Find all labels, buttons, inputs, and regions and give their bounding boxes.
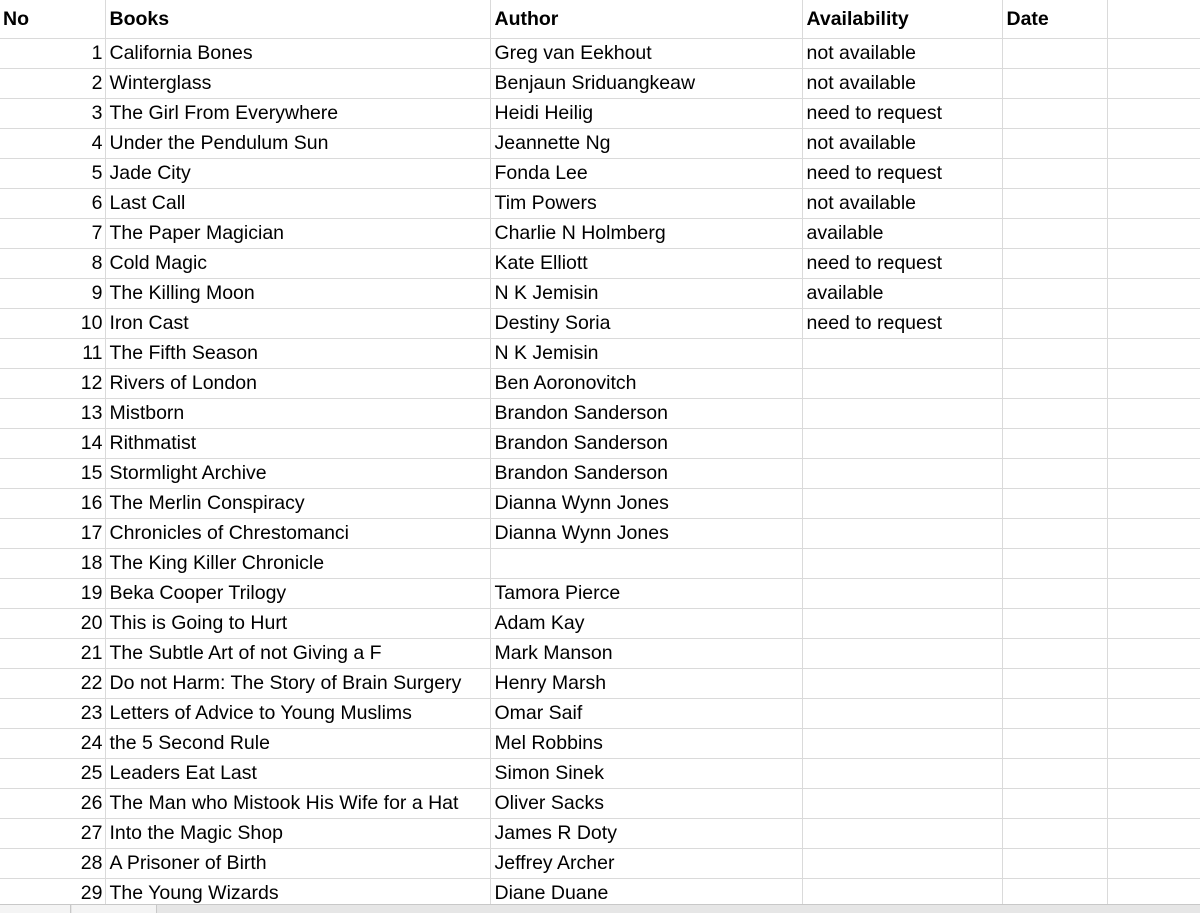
- cell-author[interactable]: Brandon Sanderson: [490, 399, 802, 429]
- cell-date[interactable]: [1002, 369, 1107, 399]
- cell-book[interactable]: Under the Pendulum Sun: [105, 129, 490, 159]
- cell-empty[interactable]: [1107, 759, 1200, 789]
- cell-book[interactable]: The Fifth Season: [105, 339, 490, 369]
- cell-availability[interactable]: need to request: [802, 99, 1002, 129]
- cell-no[interactable]: 25: [0, 759, 105, 789]
- cell-author[interactable]: Benjaun Sriduangkeaw: [490, 69, 802, 99]
- table-row: [0, 309, 1200, 339]
- cell-no[interactable]: 3: [0, 99, 105, 129]
- cell-no[interactable]: 20: [0, 609, 105, 639]
- cell-no[interactable]: 8: [0, 249, 105, 279]
- cell-book[interactable]: Leaders Eat Last: [105, 759, 490, 789]
- cell-no[interactable]: 12: [0, 369, 105, 399]
- cell-availability[interactable]: [802, 609, 1002, 639]
- cell-author[interactable]: Fonda Lee: [490, 159, 802, 189]
- cell-date[interactable]: [1002, 489, 1107, 519]
- cell-availability[interactable]: need to request: [802, 249, 1002, 279]
- cell-no[interactable]: 16: [0, 489, 105, 519]
- header-availability[interactable]: Availability: [802, 0, 1002, 39]
- cell-availability[interactable]: [802, 339, 1002, 369]
- cell-empty[interactable]: [1107, 489, 1200, 519]
- cell-date[interactable]: [1002, 129, 1107, 159]
- cell-author[interactable]: Henry Marsh: [490, 669, 802, 699]
- cell-author[interactable]: N K Jemisin: [490, 339, 802, 369]
- cell-availability[interactable]: [802, 369, 1002, 399]
- header-books[interactable]: Books: [105, 0, 490, 39]
- cell-book[interactable]: Last Call: [105, 189, 490, 219]
- cell-book[interactable]: Iron Cast: [105, 309, 490, 339]
- cell-no[interactable]: 22: [0, 669, 105, 699]
- cell-availability[interactable]: [802, 759, 1002, 789]
- cell-date[interactable]: [1002, 219, 1107, 249]
- cell-empty[interactable]: [1107, 39, 1200, 69]
- cell-book[interactable]: Cold Magic: [105, 249, 490, 279]
- cell-book[interactable]: Rithmatist: [105, 429, 490, 459]
- table-row: [0, 39, 1200, 69]
- cell-no[interactable]: 5: [0, 159, 105, 189]
- cell-no[interactable]: 26: [0, 789, 105, 819]
- cell-availability[interactable]: available: [802, 219, 1002, 249]
- cell-no[interactable]: 23: [0, 699, 105, 729]
- cell-availability[interactable]: not available: [802, 189, 1002, 219]
- cell-empty[interactable]: [1107, 159, 1200, 189]
- cell-availability[interactable]: [802, 669, 1002, 699]
- cell-empty[interactable]: [1107, 69, 1200, 99]
- cell-availability[interactable]: not available: [802, 69, 1002, 99]
- cell-book[interactable]: Chronicles of Chrestomanci: [105, 519, 490, 549]
- cell-empty[interactable]: [1107, 309, 1200, 339]
- cell-book[interactable]: This is Going to Hurt: [105, 609, 490, 639]
- header-empty-cell[interactable]: [1107, 0, 1200, 39]
- cell-empty[interactable]: [1107, 249, 1200, 279]
- cell-availability[interactable]: [802, 519, 1002, 549]
- table-row: [0, 69, 1200, 99]
- cell-date[interactable]: [1002, 819, 1107, 849]
- cell-date[interactable]: [1002, 99, 1107, 129]
- table-row: [0, 219, 1200, 249]
- cell-date[interactable]: [1002, 849, 1107, 879]
- cell-no[interactable]: 18: [0, 549, 105, 579]
- cell-date[interactable]: [1002, 759, 1107, 789]
- cell-no[interactable]: 28: [0, 849, 105, 879]
- cell-book[interactable]: Jade City: [105, 159, 490, 189]
- cell-no[interactable]: 7: [0, 219, 105, 249]
- cell-book[interactable]: The Merlin Conspiracy: [105, 489, 490, 519]
- cell-empty[interactable]: [1107, 669, 1200, 699]
- cell-book[interactable]: Beka Cooper Trilogy: [105, 579, 490, 609]
- cell-author[interactable]: Tim Powers: [490, 189, 802, 219]
- table-row: [0, 489, 1200, 519]
- cell-author[interactable]: Brandon Sanderson: [490, 459, 802, 489]
- cell-availability[interactable]: [802, 729, 1002, 759]
- cell-book[interactable]: The Subtle Art of not Giving a F: [105, 639, 490, 669]
- cell-author[interactable]: Oliver Sacks: [490, 789, 802, 819]
- table-row: [0, 459, 1200, 489]
- table-row: [0, 369, 1200, 399]
- cell-empty[interactable]: [1107, 99, 1200, 129]
- header-row: [0, 0, 1200, 39]
- cell-availability[interactable]: [802, 429, 1002, 459]
- table-row: [0, 729, 1200, 759]
- cell-book[interactable]: Do not Harm: The Story of Brain Surgery: [105, 669, 490, 699]
- cell-author[interactable]: Dianna Wynn Jones: [490, 519, 802, 549]
- cell-empty[interactable]: [1107, 279, 1200, 309]
- cell-empty[interactable]: [1107, 519, 1200, 549]
- cell-date[interactable]: [1002, 579, 1107, 609]
- table-row: [0, 579, 1200, 609]
- cell-book[interactable]: California Bones: [105, 39, 490, 69]
- header-author[interactable]: Author: [490, 0, 802, 39]
- cell-availability[interactable]: not available: [802, 129, 1002, 159]
- cell-empty[interactable]: [1107, 549, 1200, 579]
- table-row: [0, 639, 1200, 669]
- cell-availability[interactable]: [802, 819, 1002, 849]
- cell-date[interactable]: [1002, 459, 1107, 489]
- cell-empty[interactable]: [1107, 399, 1200, 429]
- cell-availability[interactable]: [802, 489, 1002, 519]
- cell-empty[interactable]: [1107, 849, 1200, 879]
- cell-author[interactable]: Greg van Eekhout: [490, 39, 802, 69]
- table-row: [0, 339, 1200, 369]
- table-row: [0, 249, 1200, 279]
- table-row: [0, 189, 1200, 219]
- table-row: [0, 279, 1200, 309]
- cell-date[interactable]: [1002, 339, 1107, 369]
- cell-author[interactable]: Ben Aoronovitch: [490, 369, 802, 399]
- cell-date[interactable]: [1002, 399, 1107, 429]
- table-row: [0, 99, 1200, 129]
- cell-book[interactable]: The Young Wizards: [105, 879, 490, 909]
- cell-author[interactable]: Kate Elliott: [490, 249, 802, 279]
- table-row: [0, 159, 1200, 189]
- cell-availability[interactable]: need to request: [802, 309, 1002, 339]
- cell-no[interactable]: 9: [0, 279, 105, 309]
- cell-date[interactable]: [1002, 249, 1107, 279]
- cell-date[interactable]: [1002, 789, 1107, 819]
- cell-author[interactable]: Diane Duane: [490, 879, 802, 909]
- cell-availability[interactable]: [802, 459, 1002, 489]
- cell-empty[interactable]: [1107, 789, 1200, 819]
- cell-author[interactable]: James R Doty: [490, 819, 802, 849]
- cell-empty[interactable]: [1107, 699, 1200, 729]
- header-no[interactable]: No: [0, 0, 105, 39]
- cell-author[interactable]: Jeffrey Archer: [490, 849, 802, 879]
- cell-author[interactable]: Brandon Sanderson: [490, 429, 802, 459]
- cell-author[interactable]: Omar Saif: [490, 699, 802, 729]
- table-row: [0, 849, 1200, 879]
- cell-empty[interactable]: [1107, 579, 1200, 609]
- cell-author[interactable]: Mark Manson: [490, 639, 802, 669]
- cell-empty[interactable]: [1107, 129, 1200, 159]
- cell-author[interactable]: Heidi Heilig: [490, 99, 802, 129]
- table-row: [0, 759, 1200, 789]
- cell-date[interactable]: [1002, 669, 1107, 699]
- cell-book[interactable]: Winterglass: [105, 69, 490, 99]
- cell-empty[interactable]: [1107, 219, 1200, 249]
- cell-author[interactable]: Simon Sinek: [490, 759, 802, 789]
- cell-date[interactable]: [1002, 39, 1107, 69]
- cell-availability[interactable]: [802, 699, 1002, 729]
- table-row: [0, 669, 1200, 699]
- cell-empty[interactable]: [1107, 639, 1200, 669]
- cell-availability[interactable]: [802, 849, 1002, 879]
- cell-no[interactable]: 11: [0, 339, 105, 369]
- cell-author[interactable]: Tamora Pierce: [490, 579, 802, 609]
- cell-book[interactable]: Mistborn: [105, 399, 490, 429]
- cell-book[interactable]: The Girl From Everywhere: [105, 99, 490, 129]
- cell-empty[interactable]: [1107, 339, 1200, 369]
- cell-no[interactable]: 21: [0, 639, 105, 669]
- cell-no[interactable]: 14: [0, 429, 105, 459]
- cell-date[interactable]: [1002, 279, 1107, 309]
- cell-availability[interactable]: [802, 789, 1002, 819]
- cell-book[interactable]: The King Killer Chronicle: [105, 549, 490, 579]
- cell-empty[interactable]: [1107, 819, 1200, 849]
- cell-book[interactable]: Stormlight Archive: [105, 459, 490, 489]
- cell-availability[interactable]: [802, 579, 1002, 609]
- cell-date[interactable]: [1002, 69, 1107, 99]
- cell-date[interactable]: [1002, 609, 1107, 639]
- cell-author[interactable]: N K Jemisin: [490, 279, 802, 309]
- cell-no[interactable]: 6: [0, 189, 105, 219]
- cell-author[interactable]: Mel Robbins: [490, 729, 802, 759]
- cell-empty[interactable]: [1107, 429, 1200, 459]
- cell-empty[interactable]: [1107, 369, 1200, 399]
- cell-no[interactable]: 1: [0, 39, 105, 69]
- cell-no[interactable]: 29: [0, 879, 105, 909]
- cell-author[interactable]: Dianna Wynn Jones: [490, 489, 802, 519]
- cell-availability[interactable]: need to request: [802, 159, 1002, 189]
- cell-book[interactable]: The Paper Magician: [105, 219, 490, 249]
- cell-date[interactable]: [1002, 429, 1107, 459]
- table-row: [0, 699, 1200, 729]
- cell-date[interactable]: [1002, 309, 1107, 339]
- cell-date[interactable]: [1002, 549, 1107, 579]
- table-row: [0, 549, 1200, 579]
- cell-availability[interactable]: [802, 639, 1002, 669]
- table-row: [0, 519, 1200, 549]
- cell-no[interactable]: 15: [0, 459, 105, 489]
- table-row: [0, 609, 1200, 639]
- cell-empty[interactable]: [1107, 729, 1200, 759]
- cell-author[interactable]: Destiny Soria: [490, 309, 802, 339]
- cell-book[interactable]: A Prisoner of Birth: [105, 849, 490, 879]
- cell-book[interactable]: The Killing Moon: [105, 279, 490, 309]
- cell-author[interactable]: Jeannette Ng: [490, 129, 802, 159]
- table-row: [0, 399, 1200, 429]
- cell-no[interactable]: 17: [0, 519, 105, 549]
- cell-empty[interactable]: [1107, 609, 1200, 639]
- cell-date[interactable]: [1002, 189, 1107, 219]
- cell-date[interactable]: [1002, 699, 1107, 729]
- table-row: [0, 789, 1200, 819]
- cell-date[interactable]: [1002, 519, 1107, 549]
- cell-no[interactable]: 4: [0, 129, 105, 159]
- cell-no[interactable]: 10: [0, 309, 105, 339]
- cell-author[interactable]: Charlie N Holmberg: [490, 219, 802, 249]
- header-date[interactable]: Date: [1002, 0, 1107, 39]
- cell-availability[interactable]: not available: [802, 39, 1002, 69]
- table-body: [0, 39, 1200, 909]
- cell-book[interactable]: the 5 Second Rule: [105, 729, 490, 759]
- cell-book[interactable]: Rivers of London: [105, 369, 490, 399]
- cell-date[interactable]: [1002, 639, 1107, 669]
- cell-no[interactable]: 2: [0, 69, 105, 99]
- cell-author[interactable]: Adam Kay: [490, 609, 802, 639]
- cell-no[interactable]: 24: [0, 729, 105, 759]
- table-row: [0, 129, 1200, 159]
- cell-no[interactable]: 27: [0, 819, 105, 849]
- cell-availability[interactable]: [802, 399, 1002, 429]
- cell-no[interactable]: 19: [0, 579, 105, 609]
- cell-book[interactable]: Letters of Advice to Young Muslims: [105, 699, 490, 729]
- cell-date[interactable]: [1002, 729, 1107, 759]
- cell-availability[interactable]: [802, 549, 1002, 579]
- cell-availability[interactable]: available: [802, 279, 1002, 309]
- cell-empty[interactable]: [1107, 189, 1200, 219]
- cell-date[interactable]: [1002, 159, 1107, 189]
- table-row: [0, 819, 1200, 849]
- table-row: [0, 429, 1200, 459]
- cell-author[interactable]: [490, 549, 802, 579]
- cell-book[interactable]: Into the Magic Shop: [105, 819, 490, 849]
- cell-empty[interactable]: [1107, 459, 1200, 489]
- cell-book[interactable]: The Man who Mistook His Wife for a Hat: [105, 789, 490, 819]
- cell-no[interactable]: 13: [0, 399, 105, 429]
